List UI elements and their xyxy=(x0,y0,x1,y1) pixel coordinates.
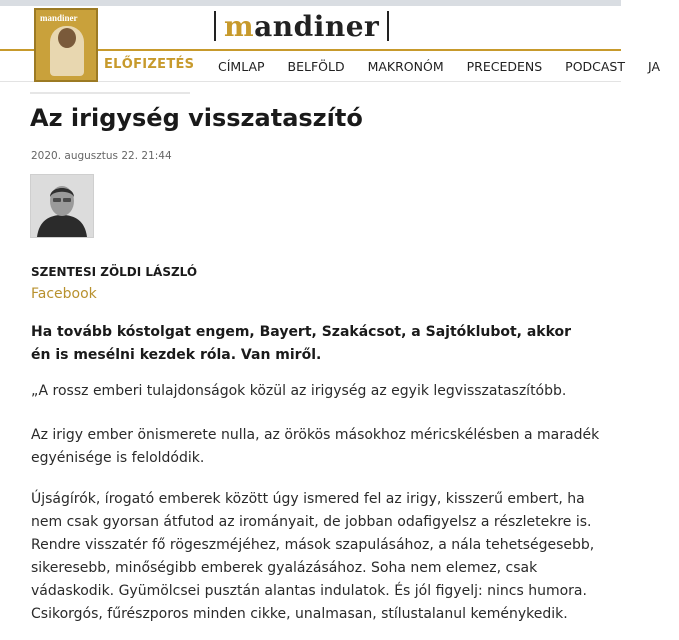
logo-text xyxy=(224,10,379,43)
logo-initial: m xyxy=(224,9,255,43)
logo-bar-right xyxy=(387,11,389,41)
title-divider xyxy=(30,92,190,94)
nav-item-truncated[interactable]: JA xyxy=(648,59,661,74)
magazine-cover-image[interactable] xyxy=(34,8,98,82)
magazine-cover-face xyxy=(58,28,76,48)
article-lead: Ha tovább kóstolgat engem, Bayert, Szakácsot, a Sajtóklubot, akkor én is mesélni kezdek róla. Van miről. xyxy=(31,324,572,363)
subscribe-link[interactable]: ELŐFIZETÉS xyxy=(104,57,195,72)
nav-item-belfold[interactable]: BELFÖLD xyxy=(287,59,345,74)
page-title: Az irigység visszataszító xyxy=(30,104,363,132)
article-paragraph: Az irigy ember önismerete nulla, az örökös másokhoz méricskélésben a maradék egyénisége is feloldódik. xyxy=(31,427,600,466)
main-nav xyxy=(218,59,679,74)
nav-item-precedens[interactable]: PRECEDENS xyxy=(466,59,543,74)
nav-item-makronom[interactable]: MAKRONÓM xyxy=(367,59,444,74)
nav-item-cimlap[interactable]: CÍMLAP xyxy=(218,59,265,74)
site-logo[interactable] xyxy=(206,9,397,43)
logo-bar-left xyxy=(214,11,216,41)
magazine-cover-title: mandiner xyxy=(40,13,78,23)
logo-rest: andiner xyxy=(254,9,380,43)
author-avatar[interactable] xyxy=(30,174,94,238)
article-date: 2020. augusztus 22. 21:44 xyxy=(31,150,172,162)
source-link-facebook[interactable]: Facebook xyxy=(31,286,97,302)
author-photo-icon xyxy=(31,175,93,237)
nav-item-podcast[interactable]: PODCAST xyxy=(565,59,626,74)
article-paragraph: „A rossz emberi tulajdonságok közül az irigység az egyik legvisszataszítóbb. xyxy=(31,383,567,399)
author-name[interactable]: SZENTESI ZÖLDI LÁSZLÓ xyxy=(31,265,198,279)
article-paragraph: Újságírók, írogató emberek között úgy ismered fel az irigy, kisszerű embert, ha nem csak gyorsan átfutod az irományait, de jobban odafigyelsz a részletekre is. Rendre visszatér fő rögeszméjéhez, mások szapulásához, a nála tehetségesebb, sikeresebb, minőségibb emberek gyalázásához. Soha nem elemez, csak vádaskodik. Gyümölcsei pusztán alantas indulatok. És jól figyelj: nincs humora. Csikorgós, fűrészporos minden cikke, unalmasan, stílustalanul keménykedik. xyxy=(31,491,595,622)
